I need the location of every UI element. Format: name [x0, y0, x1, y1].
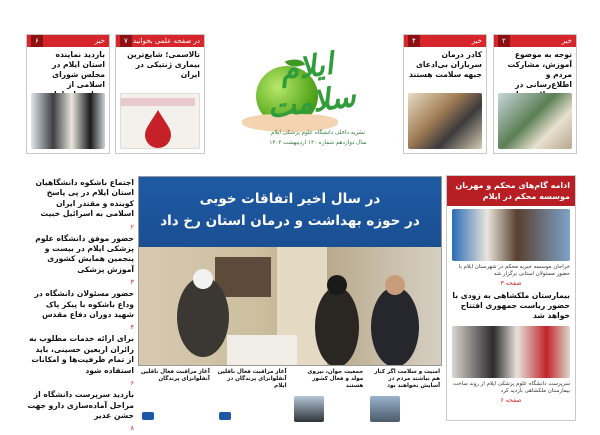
right-text-2: سرپرست دانشگاه علوم پزشکی ایلام از روند ساخت بیمارستان ملکشاهی بازدید کرد — [453, 381, 570, 394]
main-headline-block — [139, 177, 441, 247]
left-page-number: ۲ — [130, 222, 134, 231]
top-box-section: خبر — [561, 37, 572, 45]
bottom-news-item[interactable] — [138, 368, 212, 424]
bottom-news-strip — [138, 368, 442, 424]
bottom-news-caption: آغاز مراقبت فعال ناقلین آنفلوانزای پرندگان در ایلام — [217, 369, 287, 389]
left-headline[interactable]: برای ارائه خدمات مطلوب به زائران اربعین حسینی، باید از تمام ظرفیت‌ها و امکانات استفاده شود — [29, 334, 134, 375]
top-box-section: در صفحه علمی بخوانید — [132, 37, 200, 45]
top-box-title: تالاسمی؛ شایع‌ترین بیماری ژنتیکی در ایران — [127, 50, 200, 79]
top-box-section: خبر — [471, 37, 482, 45]
right-text-1: خراجان موسسه خیریه محکم در شهرستان ایلام با حضور مسئولان استانی برگزار شد — [458, 264, 570, 277]
top-box-page: ۷ — [120, 35, 132, 47]
left-page-number: ۶ — [130, 379, 134, 388]
top-box-3[interactable] — [115, 34, 205, 154]
right-photo-1 — [452, 209, 570, 261]
meeting-photo-illustration — [138, 247, 441, 366]
left-column — [26, 178, 134, 435]
bottom-news-caption: امنیت و سلامت اگر کنار هم نباشند مردم در آسایش نخواهند بود — [374, 369, 440, 389]
right-column — [446, 175, 576, 421]
bottom-news-item[interactable] — [215, 368, 289, 424]
top-box-page: ۲ — [498, 35, 510, 47]
org-logo-icon — [142, 412, 154, 420]
top-box-page: ۶ — [31, 35, 43, 47]
bottom-news-caption: آغاز مراقبت فعال ناقلین آنفلوانزای پرندگان — [140, 369, 210, 382]
top-box-photo — [408, 93, 482, 149]
top-box-section: خبر — [94, 37, 105, 45]
blood-drop-icon — [117, 94, 199, 150]
top-box-photo — [498, 93, 572, 149]
left-headline[interactable]: حضور موفق دانشگاه علوم پزشکی ایلام در بیست و پنجمین همایش کشوری آموزش پزشکی — [35, 233, 134, 274]
top-box-2[interactable] — [403, 34, 487, 154]
right-photo-2 — [452, 326, 570, 378]
top-box-title: کادر درمان سربازان بی‌ادعای جبهه سلامت هستند — [408, 50, 482, 79]
left-headline[interactable]: بازدید سرپرست دانشگاه از مراحل آماده‌سازی دارو جهت جشن غدیر — [27, 390, 134, 420]
masthead — [216, 18, 394, 158]
bottom-news-item[interactable] — [368, 368, 442, 424]
main-photo — [139, 247, 441, 365]
main-headline-line1: در سال اخیر اتفاقات خوبی — [199, 191, 381, 207]
top-box-photo — [31, 93, 105, 149]
left-headline[interactable]: اجتماع باشکوه دانشگاهیان استان ایلام در پی پاسخ کوبنده و مقتدر ایران اسلامی به اسرائیل خبیث — [35, 178, 134, 219]
masthead-issue: سال دوازدهم شماره ۱۴۰ اردیبهشت ۱۴۰۳ — [269, 140, 367, 146]
top-box-photo — [120, 93, 200, 149]
left-page-number: ۴ — [130, 323, 134, 332]
top-box-bar — [116, 35, 204, 47]
top-box-bar — [404, 35, 486, 47]
top-box-4[interactable] — [26, 34, 110, 154]
right-headline[interactable]: ادامه گام‌های محکم و مهربان موسسه محکم در ایلام — [447, 176, 575, 206]
org-logo-icon — [219, 412, 231, 420]
main-headline-line2: در حوزه بهداشت و درمان استان رخ داد — [160, 213, 420, 229]
left-page-number: ۸ — [130, 424, 134, 433]
right-page-link-1[interactable]: صفحه ۳ — [500, 280, 522, 287]
right-page-link-2[interactable]: صفحه ۶ — [500, 397, 522, 404]
top-box-title: توجه به موضوع آموزش، مشارکت مردم و اطلاع‌رسانی در — [507, 50, 572, 89]
top-box-page: ۴ — [408, 35, 420, 47]
top-box-bar — [27, 35, 109, 47]
right-headline-2[interactable]: بیمارستان ملکشاهی به زودی با حضور ریاست جمهوری افتتاح خواهد شد — [452, 291, 570, 320]
main-story[interactable] — [138, 176, 442, 366]
masthead-subtitle: نشریه داخلی دانشگاه علوم پزشکی ایلام — [271, 130, 365, 136]
top-box-title: بازدید نماینده استان ایلام در مجلس شورای اسلامی از — [52, 50, 105, 89]
bottom-news-photo — [294, 396, 324, 422]
bottom-news-item[interactable] — [292, 368, 366, 424]
top-box-bar — [494, 35, 576, 47]
masthead-title: ایلام سلامت — [265, 46, 358, 126]
top-box-1[interactable] — [493, 34, 577, 154]
bottom-news-caption: جمعیت جوان، نیروی مولد و فعال کشور هستند — [307, 369, 364, 389]
bottom-news-photo — [370, 396, 400, 422]
left-headline[interactable]: حضور مسئولان دانشگاه در وداع باشکوه با پیکر پاک شهید دوران دفاع مقدس — [34, 289, 134, 320]
left-page-number: ۳ — [130, 278, 134, 287]
